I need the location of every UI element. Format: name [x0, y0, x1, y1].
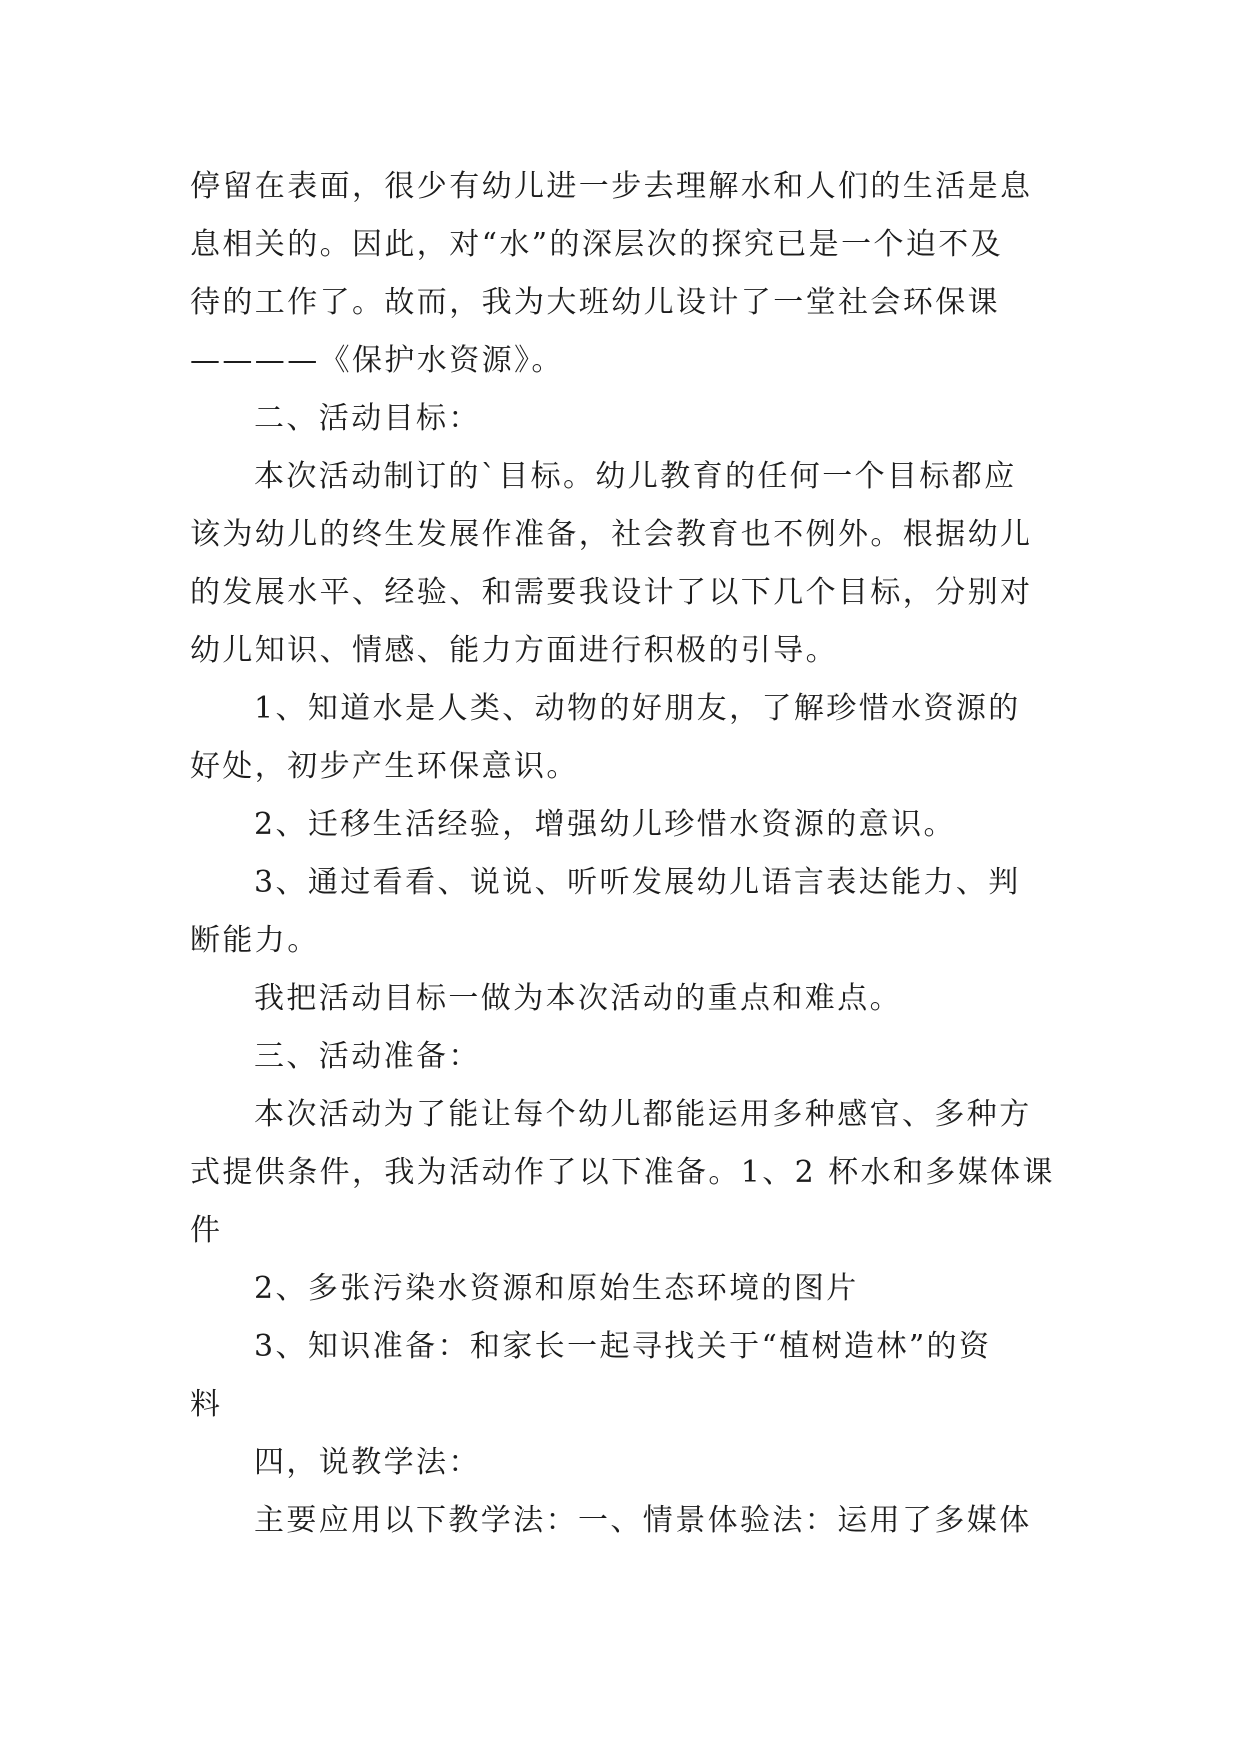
- text-line: 待的工作了。故而，我为大班幼儿设计了一堂社会环保课: [190, 285, 1000, 320]
- text-line: 断能力。: [190, 923, 320, 958]
- text-line: 本次活动为了能让每个幼儿都能运用多种感官、多种方: [254, 1097, 1032, 1132]
- list-item: 3、知识准备：和家长一起寻找关于“植树造林”的资: [254, 1329, 992, 1364]
- text-line: 件: [190, 1213, 223, 1248]
- section-heading-preparation: 三、活动准备：: [254, 1039, 481, 1074]
- text-line: 该为幼儿的终生发展作准备，社会教育也不例外。根据幼儿: [190, 517, 1033, 552]
- text-line: 料: [190, 1387, 223, 1422]
- text-line: 我把活动目标一做为本次活动的重点和难点。: [254, 981, 902, 1016]
- text-line: 幼儿知识、情感、能力方面进行积极的引导。: [190, 633, 838, 668]
- text-line: 主要应用以下教学法：一、情景体验法：运用了多媒体: [254, 1503, 1032, 1538]
- list-item: 2、迁移生活经验，增强幼儿珍惜水资源的意识。: [254, 807, 956, 842]
- text-line: 的发展水平、经验、和需要我设计了以下几个目标，分别对: [190, 575, 1033, 610]
- text-line: 息相关的。因此，对“水”的深层次的探究已是一个迫不及: [190, 227, 1004, 262]
- document-body: [190, 158, 1055, 1550]
- list-item: 1、知道水是人类、动物的好朋友，了解珍惜水资源的: [254, 691, 1021, 726]
- list-item: 3、通过看看、说说、听听发展幼儿语言表达能力、判: [254, 865, 1021, 900]
- text-line: 本次活动制订的`目标。幼儿教育的任何一个目标都应: [254, 459, 1017, 494]
- text-line: 式提供条件，我为活动作了以下准备。1、2 杯水和多媒体课: [190, 1155, 1055, 1190]
- list-item: 2、多张污染水资源和原始生态环境的图片: [254, 1271, 859, 1306]
- text-line: 好处，初步产生环保意识。: [190, 749, 579, 784]
- section-heading-objectives: 二、活动目标：: [254, 401, 481, 436]
- text-line: ————《保护水资源》。: [190, 343, 564, 378]
- text-line: 停留在表面，很少有幼儿进一步去理解水和人们的生活是息: [190, 169, 1033, 204]
- section-heading-teaching-methods: 四，说教学法：: [254, 1445, 481, 1480]
